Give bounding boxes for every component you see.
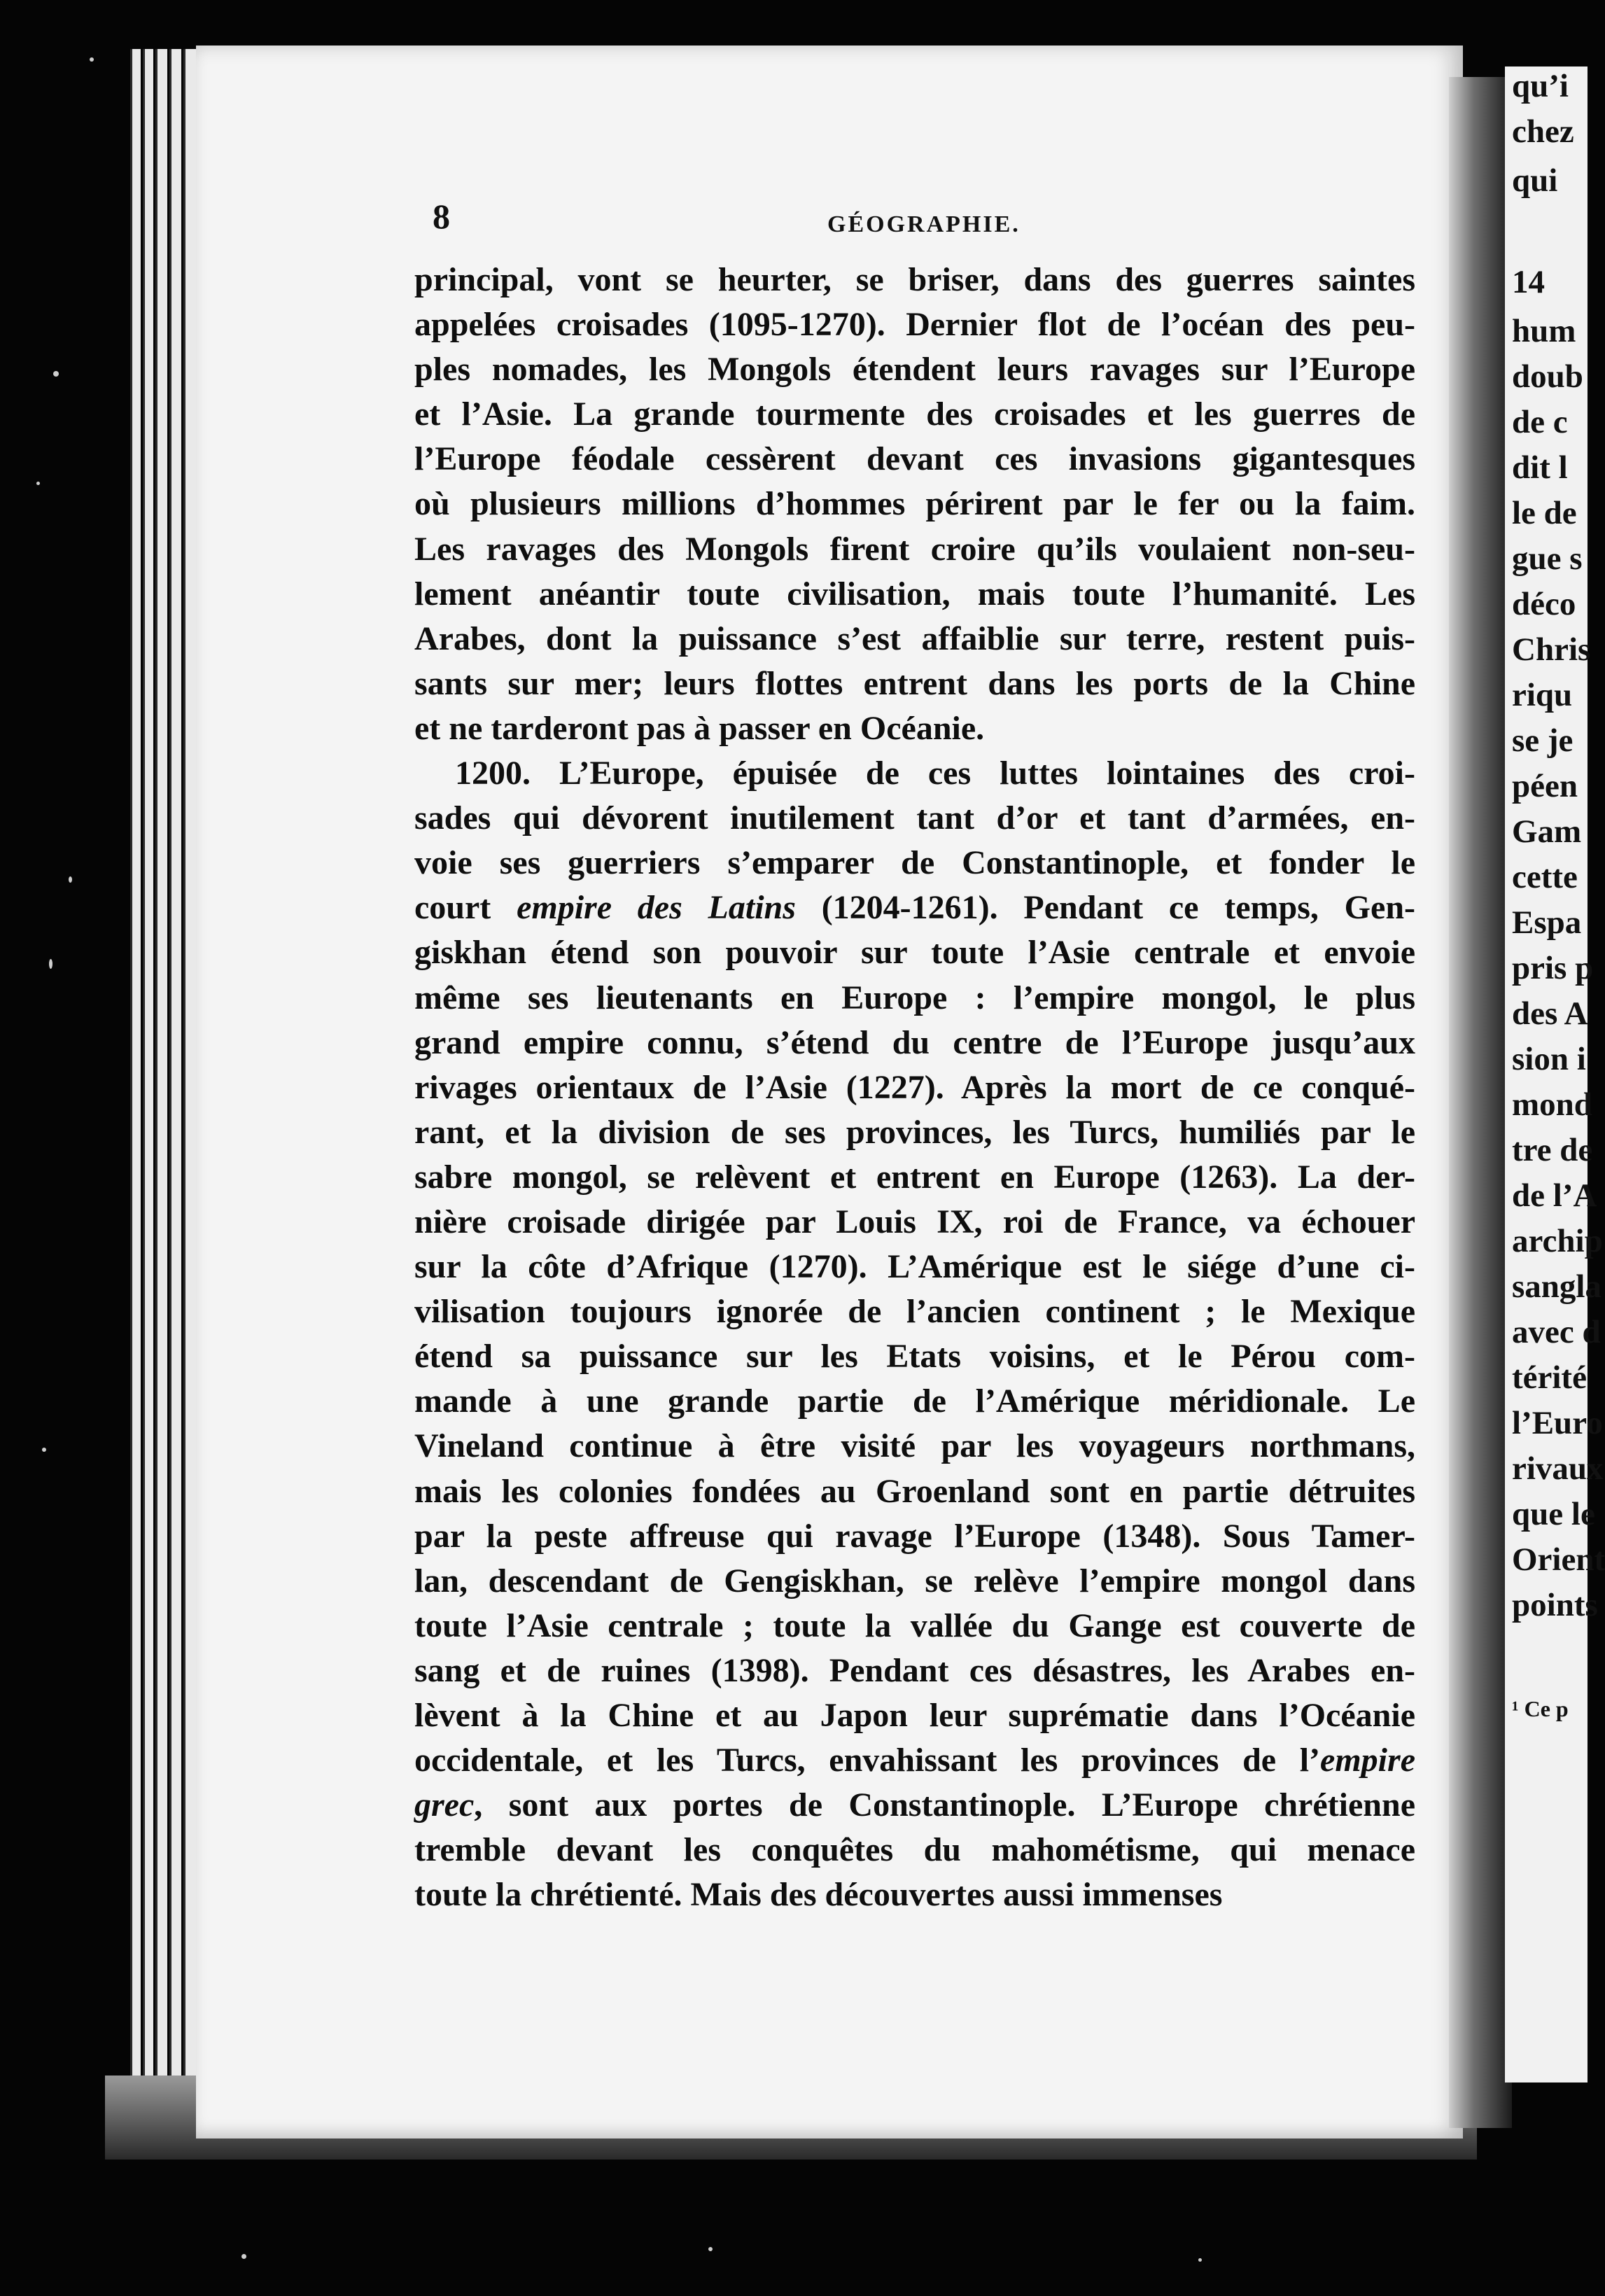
next-page-line: rivaux <box>1512 1450 1604 1487</box>
next-page-line: l’Euro <box>1512 1405 1603 1441</box>
next-page-line: Gam <box>1512 813 1582 850</box>
text-line <box>414 1021 1415 1065</box>
text-line <box>414 392 1415 437</box>
text-line <box>414 886 1415 930</box>
line-text: appelées croisades (1095-1270). Dernier flot de l’océan des peu- <box>414 306 1415 344</box>
background-speck <box>53 371 59 377</box>
line-text: principal, vont se heurter, se briser, dans des guerres saintes <box>414 261 1415 298</box>
background-speck <box>90 57 94 62</box>
text-line <box>414 347 1415 392</box>
line-text: étend sa puissance sur les Etats voisins, et le Pérou com- <box>414 1338 1415 1376</box>
line-text: sants sur mer; leurs flottes entrent dans les ports de la Chine <box>414 664 1415 702</box>
page-edge <box>143 49 153 2156</box>
line-text: sades qui dévorent inutilement tant d’or et tant d’armées, en- <box>414 799 1415 837</box>
line-text: sur la côte d’Afrique (1270). L’Amérique est le siége d’une ci- <box>414 1248 1415 1286</box>
page-edge <box>169 49 181 2156</box>
line-text: occidentale, et les Turcs, envahissant les provinces de l’ <box>414 1742 1321 1779</box>
next-page-line: sangla <box>1512 1268 1602 1305</box>
line-text: sabre mongol, se relèvent et entrent en Europe (1263). La der- <box>414 1158 1415 1196</box>
line-text: , sont aux portes de Constantinople. L’Europe chrétienne <box>474 1786 1415 1824</box>
text-line <box>414 841 1415 886</box>
line-text: tremble devant les conquêtes du mahométisme, qui menace <box>414 1831 1415 1869</box>
text-line <box>414 1828 1415 1872</box>
next-page-line: Orient <box>1512 1541 1605 1578</box>
text-line <box>414 258 1415 302</box>
text-line <box>414 1738 1415 1783</box>
next-page-line: gue s <box>1512 540 1583 577</box>
line-text: Vineland continue à être visité par les voyageurs northmans, <box>414 1427 1415 1465</box>
next-page-line: avec d <box>1512 1314 1601 1350</box>
line-text: et l’Asie. La grande tourmente des croisades et les guerres de <box>414 396 1415 433</box>
text-line <box>414 1514 1415 1559</box>
page-edge <box>155 49 167 2156</box>
next-page-line: de c <box>1512 404 1568 440</box>
line-text: l’Europe féodale cessèrent devant ces invasions gigantesques <box>414 440 1415 478</box>
line-text: même ses lieutenants en Europe : l’empire mongol, le plus <box>414 979 1415 1016</box>
text-line <box>414 930 1415 975</box>
line-text: rant, et la division de ses provinces, les Turcs, humiliés par le <box>414 1113 1415 1151</box>
next-page-line: térité <box>1512 1359 1587 1396</box>
background-speck <box>708 2247 713 2251</box>
next-page-line: se je <box>1512 722 1574 759</box>
text-line <box>414 1604 1415 1648</box>
next-page-line: tre de <box>1512 1132 1593 1168</box>
line-text: par la peste affreuse qui ravage l’Europe (1348). Sous Tamer- <box>414 1517 1415 1555</box>
background-speck <box>49 959 52 969</box>
text-line <box>414 617 1415 662</box>
binding-gutter <box>1449 77 1512 2128</box>
text-line <box>414 1693 1415 1738</box>
text-line <box>414 796 1415 841</box>
text-line <box>414 662 1415 706</box>
text-line <box>414 527 1415 572</box>
line-text: et ne tarderont pas à passer en Océanie. <box>414 709 985 747</box>
text-line <box>414 1424 1415 1469</box>
next-page-line: points <box>1512 1587 1598 1623</box>
text-line <box>414 1155 1415 1200</box>
text-line <box>414 751 1415 796</box>
line-text: Les ravages des Mongols firent croire qu’ils voulaient non-seu- <box>414 530 1415 568</box>
next-page-line: déco <box>1512 586 1576 622</box>
line-text: sang et de ruines (1398). Pendant ces désastres, les Arabes en- <box>414 1651 1415 1689</box>
line-text: toute l’Asie centrale ; toute la vallée du Gange est couverte de <box>414 1606 1415 1644</box>
text-line <box>414 1783 1415 1828</box>
line-text: voie ses guerriers s’emparer de Constantinople, et fonder le <box>414 844 1415 882</box>
next-page-line: le de <box>1512 495 1577 531</box>
text-line <box>414 1065 1415 1110</box>
background-speck <box>36 482 40 485</box>
line-text: Arabes, dont la puissance s’est affaiblie sur terre, restent puis- <box>414 620 1415 657</box>
page-edge <box>130 49 141 2156</box>
next-page-line: chez <box>1512 113 1574 150</box>
next-page-line: des A <box>1512 995 1588 1032</box>
next-page-line: qui <box>1512 162 1558 199</box>
next-page-line: cette <box>1512 859 1578 895</box>
next-page-line: de l’A <box>1512 1177 1597 1214</box>
line-text: L’Europe, épuisée de ces luttes lointaines des croi- <box>531 755 1415 792</box>
next-page-line: sion i <box>1512 1041 1586 1077</box>
next-page-line: hum <box>1512 313 1576 349</box>
text-line <box>414 1245 1415 1289</box>
running-title: GÉOGRAPHIE. <box>827 211 1021 237</box>
background-speck <box>42 1448 46 1452</box>
next-page-line: mond <box>1512 1086 1592 1123</box>
text-line <box>414 1469 1415 1514</box>
line-text: mande à une grande partie de l’Amérique méridionale. Le <box>414 1382 1415 1420</box>
text-line <box>414 1289 1415 1334</box>
body-text <box>414 258 1415 1917</box>
line-text: lèvent à la Chine et au Japon leur suprématie dans l’Océanie <box>414 1697 1415 1734</box>
page-number: 8 <box>433 197 450 236</box>
line-text: toute la chrétienté. Mais des découvertes aussi immenses <box>414 1876 1223 1914</box>
line-text: vilisation toujours ignorée de l’ancien continent ; le Mexique <box>414 1293 1415 1331</box>
italic-text: empire <box>1320 1742 1415 1779</box>
text-line <box>414 302 1415 347</box>
background-speck <box>241 2254 246 2259</box>
text-line <box>414 482 1415 526</box>
paragraph-year: 1200. <box>455 755 531 792</box>
text-line <box>414 1379 1415 1424</box>
line-text: lement anéantir toute civilisation, mais toute l’humanité. Les <box>414 575 1415 612</box>
next-page-line: qu’i <box>1512 68 1569 104</box>
text-line <box>414 706 1415 751</box>
next-page-footnote: ¹ Ce p <box>1512 1696 1569 1721</box>
text-line <box>414 1559 1415 1604</box>
next-page-line: pris p <box>1512 950 1594 986</box>
next-page-line: riqu <box>1512 677 1573 713</box>
text-line <box>414 976 1415 1021</box>
next-page-fragment <box>1505 66 1605 2082</box>
next-page-line: 14 <box>1512 264 1545 300</box>
next-page-line: que le <box>1512 1496 1595 1532</box>
line-text: (1204-1261). Pendant ce temps, Gen- <box>795 889 1415 927</box>
line-text: ples nomades, les Mongols étendent leurs ravages sur l’Europe <box>414 351 1415 388</box>
next-page-line: archip <box>1512 1223 1603 1259</box>
line-text: où plusieurs millions d’hommes périrent par le fer ou la faim. <box>414 485 1415 523</box>
text-line <box>414 1648 1415 1693</box>
line-text: lan, descendant de Gengiskhan, se relève l’empire mongol dans <box>414 1562 1415 1600</box>
line-text: grand empire connu, s’étend du centre de l’Europe jusqu’aux <box>414 1023 1415 1061</box>
line-text: nière croisade dirigée par Louis IX, roi de France, va échouer <box>414 1203 1415 1240</box>
line-text: giskhan étend son pouvoir sur toute l’Asie centrale et envoie <box>414 934 1415 972</box>
next-page-line: dit l <box>1512 449 1568 486</box>
next-page-line: Espa <box>1512 904 1582 941</box>
italic-text: grec <box>414 1786 475 1824</box>
text-line <box>414 1872 1415 1917</box>
italic-text: empire des Latins <box>517 889 796 927</box>
line-text: mais les colonies fondées au Groenland sont en partie détruites <box>414 1472 1415 1510</box>
line-text: court <box>414 889 517 927</box>
text-line <box>414 572 1415 617</box>
text-line <box>414 1334 1415 1379</box>
next-page-line: péen <box>1512 768 1578 804</box>
background-speck <box>69 876 72 883</box>
next-page-line: doub <box>1512 358 1583 395</box>
text-line <box>414 437 1415 482</box>
next-page-line: Chris <box>1512 631 1591 668</box>
text-line <box>414 1200 1415 1245</box>
line-text: rivages orientaux de l’Asie (1227). Après la mort de ce conqué- <box>414 1068 1415 1106</box>
background-speck <box>1198 2258 1202 2262</box>
text-line <box>414 1110 1415 1155</box>
